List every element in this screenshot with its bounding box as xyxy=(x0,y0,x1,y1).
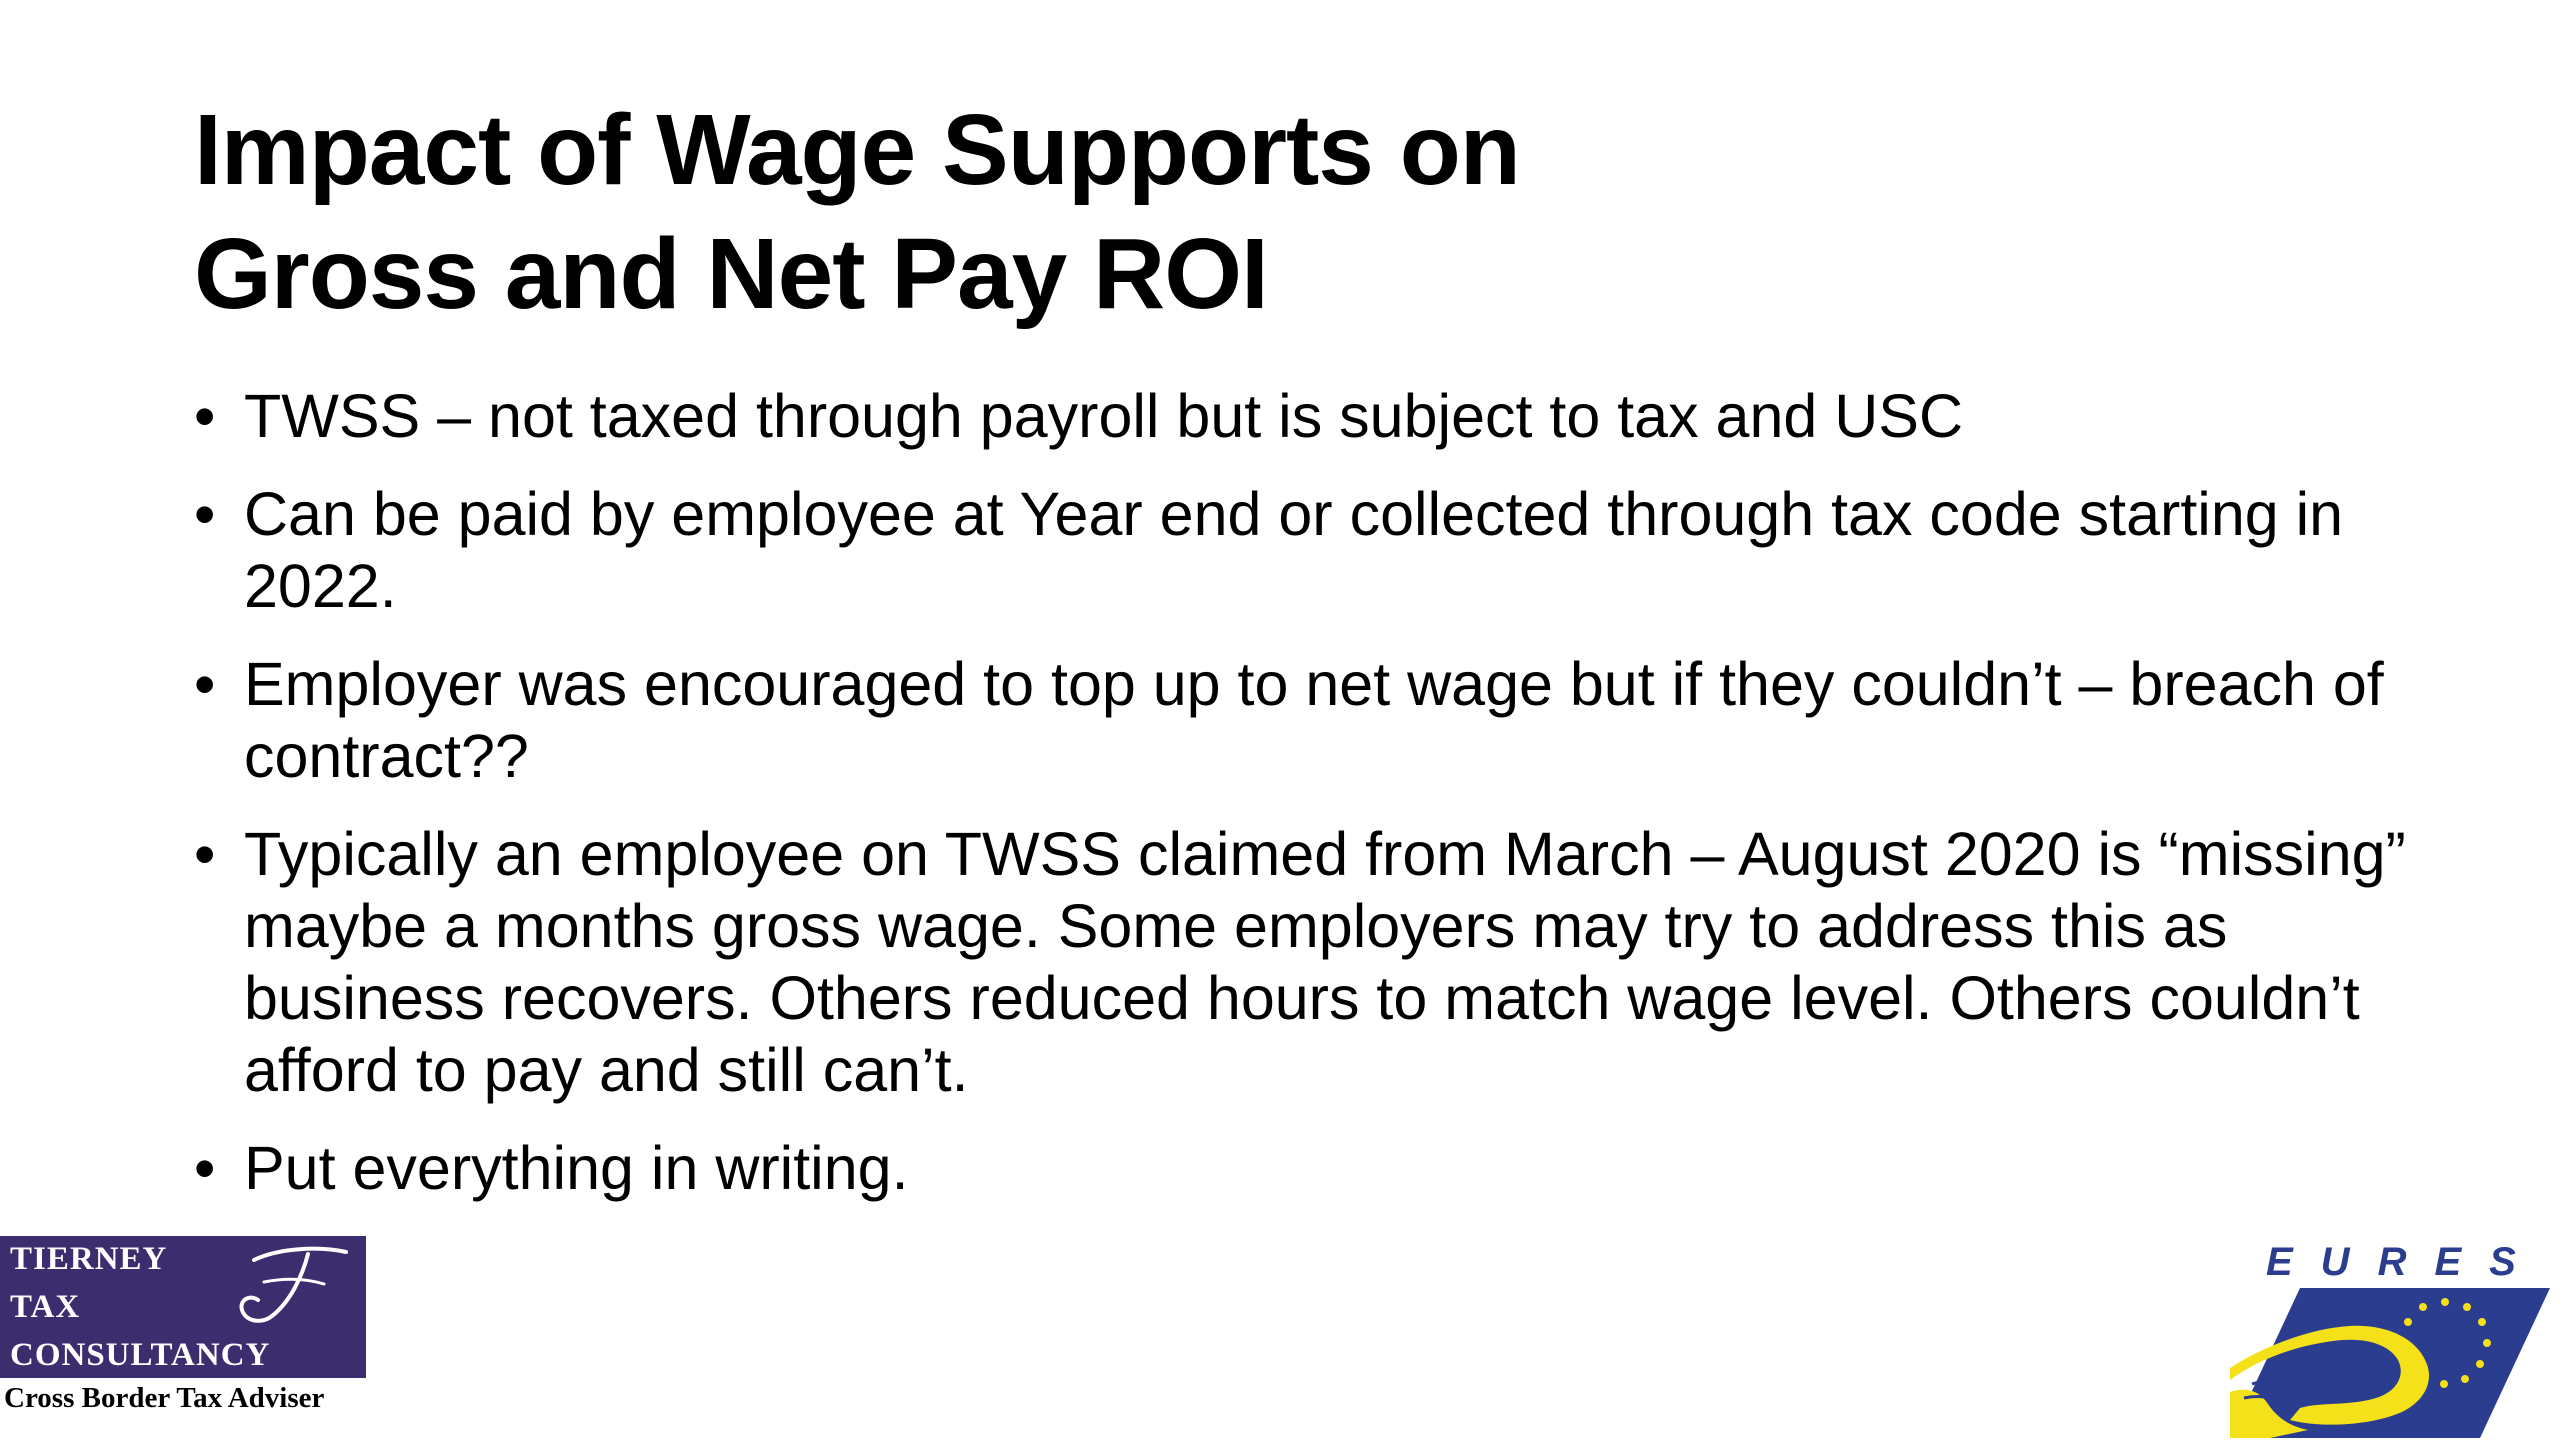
tierney-monogram-letter: T xyxy=(224,1242,225,1243)
bullet-item xyxy=(194,380,2434,452)
bullet-list xyxy=(194,380,2434,1230)
eures-wordmark: EURES xyxy=(2266,1240,2544,1284)
bullet-dot: • xyxy=(194,1134,216,1202)
slide-title-line-1: Impact of Wage Supports on xyxy=(194,94,1520,206)
tierney-logo-line-3: CONSULTANCY xyxy=(10,1337,271,1373)
slide-title xyxy=(194,88,2394,336)
bullet-text: Put everything in writing. xyxy=(244,1134,909,1202)
tierney-logo-box xyxy=(0,1236,366,1378)
tierney-logo-tagline: Cross Border Tax Adviser xyxy=(4,1382,325,1414)
bullet-text: Typically an employee on TWSS claimed from March – August 2020 is “missing” maybe a months gross wage. Some employers may try to address this as business recovers. Others reduced hours to match wage level. Others couldn’t afford to pay and still can’t. xyxy=(244,820,2406,1104)
bullet-text: Can be paid by employee at Year end or collected through tax code starting in 2022. xyxy=(244,480,2344,620)
bullet-item xyxy=(194,818,2434,1106)
tierney-tax-consultancy-logo xyxy=(0,1236,366,1416)
tierney-logo-line-2: TAX xyxy=(10,1289,81,1325)
eures-hands-stars-icon xyxy=(2230,1288,2550,1438)
bullet-item xyxy=(194,648,2434,792)
bullet-dot: • xyxy=(194,480,216,548)
bullet-dot: • xyxy=(194,820,216,888)
bullet-text: TWSS – not taxed through payroll but is subject to tax and USC xyxy=(244,382,1964,450)
slide-title-line-2: Gross and Net Pay ROI xyxy=(194,218,1268,330)
eures-logo xyxy=(2200,1236,2560,1440)
tierney-monogram-icon xyxy=(224,1242,354,1332)
bullet-dot: • xyxy=(194,650,216,718)
bullet-text: Employer was encouraged to top up to net wage but if they couldn’t – breach of contract?? xyxy=(244,650,2384,790)
tierney-logo-line-1: TIERNEY xyxy=(10,1241,168,1277)
bullet-item xyxy=(194,478,2434,622)
bullet-item xyxy=(194,1132,2434,1204)
bullet-dot: • xyxy=(194,382,216,450)
